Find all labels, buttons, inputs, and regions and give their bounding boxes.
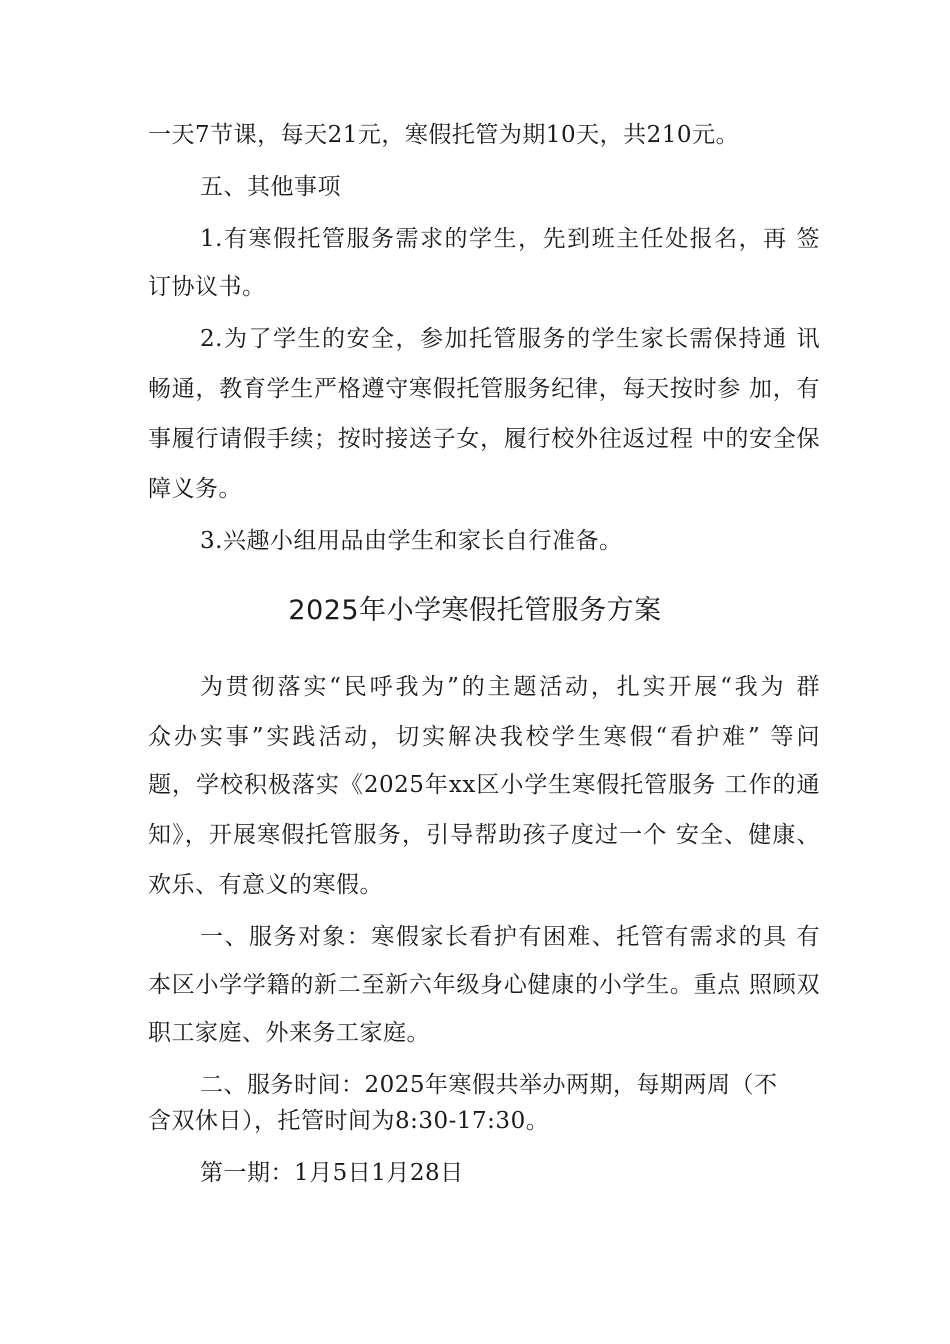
item-1-line-1: 1.有寒假托管服务需求的学生，先到班主任处报名，再 签 bbox=[200, 226, 820, 252]
section-5-heading: 五、其他事项 bbox=[200, 174, 341, 200]
document-title: 2025年小学寒假托管服务方案 bbox=[288, 595, 662, 626]
intro-line-3: 题，学校积极落实《2025年xx区小学生寒假托管服务 工作的通 bbox=[148, 772, 820, 798]
item-3-line-1: 3.兴趣小组用品由学生和家长自行准备。 bbox=[200, 528, 623, 554]
item-2-line-4: 障义务。 bbox=[148, 476, 242, 502]
item-2-line-3: 事履行请假手续；按时接送子女，履行校外往返过程 中的安全保 bbox=[148, 426, 820, 452]
intro-line-4: 知》，开展寒假托管服务，引导帮助孩子度过一个 安全、健康、 bbox=[148, 822, 820, 848]
section-2-line-1: 二、服务时间：2025年寒假共举办两期，每期两周（不 bbox=[200, 1072, 778, 1098]
period-1-line: 第一期：1月5日1月28日 bbox=[200, 1160, 464, 1186]
intro-line-2: 众办实事”实践活动，切实解决我校学生寒假“看护难” 等问 bbox=[148, 724, 820, 750]
section-2-line-2: 含双休日），托管时间为8:30-17:30。 bbox=[148, 1108, 550, 1134]
section-1-line-1: 一、服务对象：寒假家长看护有困难、托管有需求的具 有 bbox=[200, 924, 820, 950]
intro-line-5: 欢乐、有意义的寒假。 bbox=[148, 872, 383, 898]
item-2-line-1: 2.为了学生的安全，参加托管服务的学生家长需保持通 讯 bbox=[200, 326, 820, 352]
item-2-line-2: 畅通，教育学生严格遵守寒假托管服务纪律，每天按时参 加，有 bbox=[148, 376, 820, 402]
fee-paragraph-line-1: 一天7节课，每天21元，寒假托管为期10天，共210元。 bbox=[148, 122, 740, 148]
item-1-line-2: 订协议书。 bbox=[148, 274, 266, 300]
section-1-line-3: 职工家庭、外来务工家庭。 bbox=[148, 1020, 430, 1046]
section-1-line-2: 本区小学学籍的新二至新六年级身心健康的小学生。重点 照顾双 bbox=[148, 972, 820, 998]
intro-line-1: 为贯彻落实“民呼我为”的主题活动，扎实开展“我为 群 bbox=[200, 674, 820, 700]
